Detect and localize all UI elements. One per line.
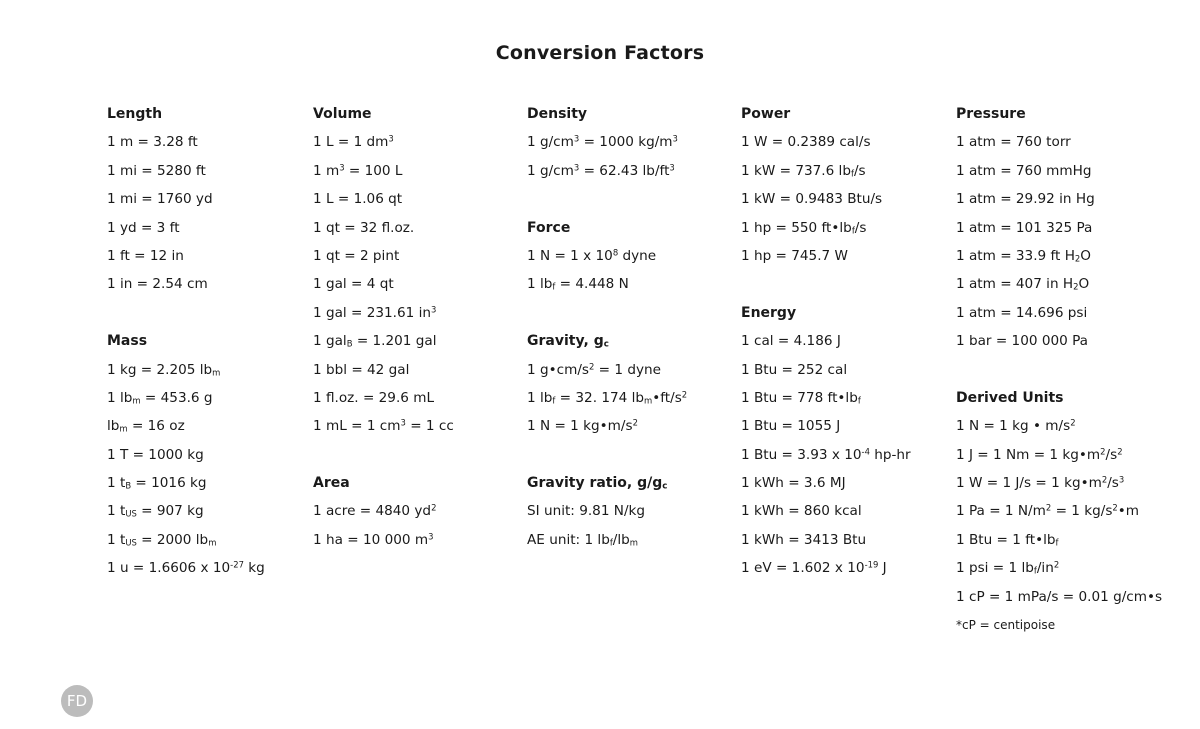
conversion-line: 1 Btu = 3.93 x $10^{-4}$ hp-hr xyxy=(741,446,911,463)
conversion-line: 1 atm = 407 in $H_2O$ xyxy=(956,276,1090,293)
conversion-line: 1 acre = 4840 $yd^2$ xyxy=(313,502,437,520)
column-5 xyxy=(956,100,1162,639)
conversion-line: 1 atm = 760 mmHg xyxy=(956,162,1092,179)
conversion-line: AE unit: 1 $lb_f/lb_m$ xyxy=(527,531,639,548)
section-heading: Power xyxy=(741,106,791,122)
conversion-line: 1 ft = 12 in xyxy=(107,247,184,264)
conversion-line: 1 $t_{US} = 907$ kg xyxy=(107,503,204,520)
conversion-line: 1 eV = 1.602 x $10^{-19}$ J xyxy=(741,559,887,577)
page-title: Conversion Factors xyxy=(495,42,705,64)
conversion-line: 1 Btu = 778 $ft•lb_f$ xyxy=(741,389,861,406)
conversion-line: 1 mi = 1760 yd xyxy=(107,191,213,208)
section-heading: Force xyxy=(527,219,571,236)
column-1 xyxy=(107,100,265,583)
conversion-line: 1 gal$_B$ = 1.201 gal xyxy=(313,333,437,350)
spacer xyxy=(956,356,1162,384)
conversion-line: 1 $lb_m = 453.6$ g xyxy=(107,389,213,406)
conversion-line: 1 J = 1 Nm = 1 $kg•m^2/s^2$ xyxy=(956,446,1123,463)
conversion-line: 1 psi = 1 $lb_f/in^2$ xyxy=(956,559,1060,577)
conversion-line: 1 $g/cm^3 = 62.43$ $lb/ft^3$ xyxy=(527,162,675,179)
conversion-line: 1 kWh = 3413 Btu xyxy=(741,531,867,548)
conversion-line: 1 W = 1 J/s = 1 $kg•m^2/s^3$ xyxy=(956,474,1125,492)
conversion-line: 1 ha = 10 000 $m^3$ xyxy=(313,531,434,548)
spacer xyxy=(527,299,687,327)
conversion-line: 1 cP = 1 mPa/s = 0.01 g/cm•s xyxy=(956,588,1163,605)
conversion-line: 1 N = 1 $kg•m/s^2$ xyxy=(527,417,638,435)
spacer xyxy=(527,185,687,213)
conversion-line: 1 bbl = 42 gal xyxy=(313,361,410,378)
section-heading: Pressure xyxy=(956,106,1026,122)
section-heading: Volume xyxy=(313,106,372,122)
conversion-line: 1 $lb_f = 32$. 174 $lb_m•ft/s^2$ xyxy=(527,389,688,406)
conversion-line: 1 mL = 1 $cm^3 = 1$ cc xyxy=(313,417,454,435)
conversion-line: 1 atm = 760 torr xyxy=(956,134,1071,151)
conversion-line: 1 gal = 4 qt xyxy=(313,276,394,293)
conversion-line: 1 Btu = 252 cal xyxy=(741,361,848,378)
conversion-line: 1 $g•cm/s^2 = 1$ dyne xyxy=(527,360,662,378)
conversion-line: 1 m = 3.28 ft xyxy=(107,134,198,151)
section-heading: Energy xyxy=(741,304,797,321)
conversion-line: 1 $m^3 = 100$ L xyxy=(313,162,403,179)
conversion-line: 1 yd = 3 ft xyxy=(107,219,180,236)
conversion-line: 1 L = 1.06 qt xyxy=(313,191,403,208)
conversion-line: 1 qt = 2 pint xyxy=(313,247,400,264)
section-heading: Derived Units xyxy=(956,389,1064,406)
spacer xyxy=(313,441,454,469)
conversion-line: 1 in = 2.54 cm xyxy=(107,276,208,293)
conversion-line: 1 fl.oz. = 29.6 mL xyxy=(313,389,435,406)
conversion-line: 1 Btu = 1 $ft•lb_f$ xyxy=(956,531,1059,548)
section-heading: Density xyxy=(527,106,588,122)
conversion-line: 1 $lb_f = 4.448$ N xyxy=(527,276,629,293)
conversion-line: 1 hp = 550 $ft•lb_f/s$ xyxy=(741,219,867,236)
conversion-line: 1 T = 1000 kg xyxy=(107,446,204,463)
conversion-line: 1 atm = 14.696 psi xyxy=(956,304,1088,321)
conversion-line: $lb_m = 16$ oz xyxy=(107,418,185,435)
column-3 xyxy=(527,100,687,554)
conversion-line: 1 L = 1 $dm^3$ xyxy=(313,133,394,151)
conversion-line: 1 qt = 32 fl.oz. xyxy=(313,219,415,236)
conversion-line: 1 N = 1 x $10^8$ dyne xyxy=(527,247,657,264)
conversion-line: 1 kW = 737.6 $lb_f/s$ xyxy=(741,162,866,179)
conversion-line: 1 kWh = 3.6 MJ xyxy=(741,475,846,492)
conversion-line: 1 Pa = 1 $N/m^2 = 1$ $kg/s^2•m$ xyxy=(956,502,1140,520)
conversion-line: 1 N = 1 kg • $m/s^2$ xyxy=(956,417,1076,435)
conversion-line: 1 atm = 33.9 ft $H_2O$ xyxy=(956,247,1091,264)
section-heading: Mass xyxy=(107,333,148,350)
conversion-line: 1 bar = 100 000 Pa xyxy=(956,333,1089,350)
conversion-line: 1 $t_{US} = 2000$ $lb_m$ xyxy=(107,531,217,548)
column-4 xyxy=(741,100,911,583)
conversion-line: 1 gal = 231.61 $in^3$ xyxy=(313,304,437,321)
conversion-line: 1 hp = 745.7 W xyxy=(741,247,848,264)
conversion-line: 1 kWh = 860 kcal xyxy=(741,503,862,520)
spacer xyxy=(527,441,687,469)
conversion-line: 1 mi = 5280 ft xyxy=(107,162,206,179)
section-heading: Length xyxy=(107,106,163,122)
conversion-line: 1 u = 1.6606 x $10^{-27}$ kg xyxy=(107,559,265,577)
conversion-line: 1 kg = 2.205 $lb_m$ xyxy=(107,361,221,378)
section-heading: Area xyxy=(313,475,350,492)
conversion-line: 1 $g/cm^3 = 1000$ $kg/m^3$ xyxy=(527,133,678,151)
conversion-line: 1 kW = 0.9483 Btu/s xyxy=(741,191,883,208)
conversion-line: SI unit: 9.81 N/kg xyxy=(527,503,646,520)
spacer xyxy=(107,299,265,327)
logo: FD xyxy=(61,685,93,717)
conversion-line: 1 $t_B = 1016$ kg xyxy=(107,475,207,492)
conversion-line: 1 Btu = 1055 J xyxy=(741,418,841,435)
conversion-line: 1 atm = 101 325 Pa xyxy=(956,219,1093,236)
column-2 xyxy=(313,100,454,554)
conversion-line: 1 atm = 29.92 in Hg xyxy=(956,191,1095,208)
conversion-line: 1 cal = 4.186 J xyxy=(741,333,841,350)
section-heading: Gravity ratio, $g/g_c$ xyxy=(527,475,668,492)
conversion-line: 1 W = 0.2389 cal/s xyxy=(741,134,871,151)
section-heading: Gravity, $g_c$ xyxy=(527,333,609,350)
footnote: *cP = centipoise xyxy=(956,618,1056,633)
spacer xyxy=(741,270,911,298)
